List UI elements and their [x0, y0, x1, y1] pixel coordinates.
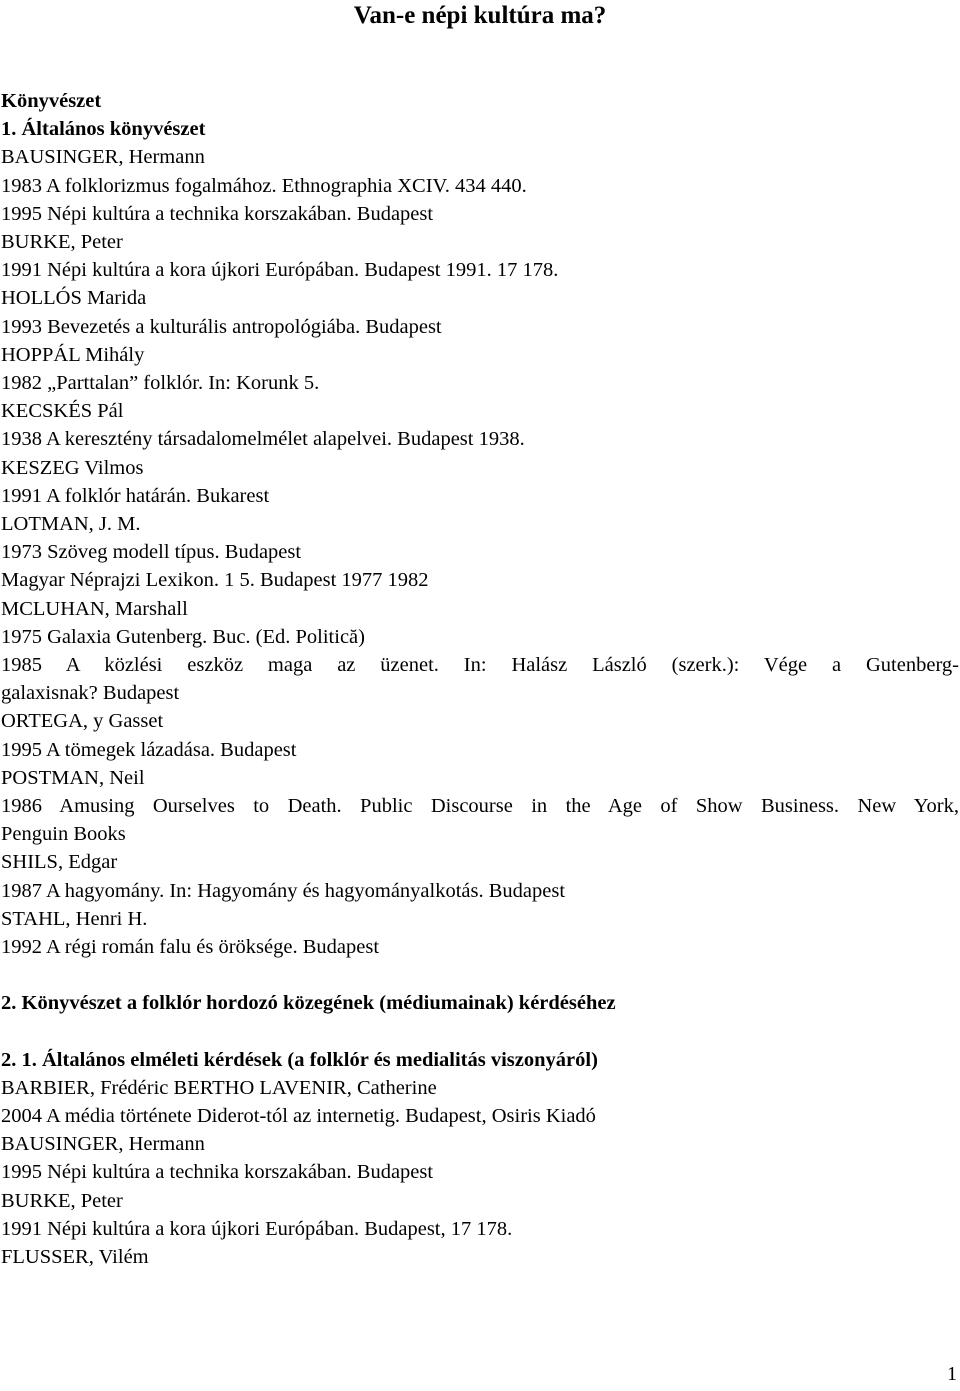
author-line: POSTMAN, Neil	[1, 766, 145, 789]
author-line: FLUSSER, Vilém	[1, 1245, 149, 1268]
author-line: MCLUHAN, Marshall	[1, 597, 188, 620]
page-title: Van-e népi kultúra ma?	[353, 2, 607, 29]
reference-entry: 1995 Népi kultúra a technika korszakában. Budapest	[1, 202, 434, 225]
spacer	[1, 961, 959, 989]
author-line: BAUSINGER, Hermann	[1, 146, 205, 169]
author-line: KESZEG Vilmos	[1, 456, 144, 479]
reference-entry: 1995 Népi kultúra a technika korszakában. Budapest	[1, 1161, 434, 1184]
reference-entry: 1975 Galaxia Gutenberg. Buc. (Ed. Politică)	[1, 625, 365, 648]
author-line: BARBIER, Frédéric BERTHO LAVENIR, Catherine	[1, 1076, 437, 1099]
reference-entry: 2004 A média története Diderot-tól az internetig. Budapest, Osiris Kiadó	[1, 1104, 596, 1127]
reference-entry: 1938 A keresztény társadalomelmélet alapelvei. Budapest 1938.	[1, 428, 525, 451]
author-line: STAHL, Henri H.	[1, 907, 148, 930]
page-number: 1	[947, 1363, 957, 1385]
author-line: LOTMAN, J. M.	[1, 513, 141, 536]
reference-entry: 1993 Bevezetés a kulturális antropológiába. Budapest	[1, 315, 442, 338]
reference-entry: 1995 A tömegek lázadása. Budapest	[1, 738, 297, 761]
reference-entry: 1973 Szöveg modell típus. Budapest	[1, 541, 302, 564]
reference-entry: 1985 A közlési eszköz maga az üzenet. In: Halász László (szerk.): Vége a Gutenberg-	[1, 654, 959, 677]
author-line: ORTEGA, y Gasset	[1, 710, 164, 733]
subsection-heading-1: 1. Általános könyvészet	[1, 118, 206, 141]
bibliography-list-general	[1, 143, 959, 961]
bibliography-list-media	[1, 1074, 959, 1271]
reference-entry: 1986 Amusing Ourselves to Death. Public Discourse in the Age of Show Business. New York,	[1, 795, 959, 818]
author-line: Penguin Books	[1, 823, 126, 846]
reference-entry: 1987 A hagyomány. In: Hagyomány és hagyományalkotás. Budapest	[1, 879, 566, 902]
author-line: HOPPÁL Mihály	[1, 343, 145, 366]
spacer	[1, 1018, 959, 1046]
reference-entry: 1983 A folklorizmus fogalmához. Ethnographia XCIV. 434 440.	[1, 174, 527, 197]
reference-entry: 1991 Népi kultúra a kora újkori Európában. Budapest 1991. 17 178.	[1, 259, 559, 282]
author-line: BURKE, Peter	[1, 231, 123, 254]
section-heading: Könyvészet	[1, 90, 102, 112]
bibliography-content	[1, 87, 959, 1271]
reference-entry: 1991 A folklór határán. Bukarest	[1, 484, 270, 507]
subsection-heading-2: 2. Könyvészet a folklór hordozó közegének (médiumainak) kérdéséhez	[1, 992, 616, 1015]
author-line: galaxisnak? Budapest	[1, 682, 180, 705]
author-line: SHILS, Edgar	[1, 851, 118, 874]
subsection-heading-2-1: 2. 1. Általános elméleti kérdések (a folklór és medialitás viszonyáról)	[1, 1048, 598, 1071]
author-line: BURKE, Peter	[1, 1189, 123, 1212]
reference-entry: 1982 „Parttalan” folklór. In: Korunk 5.	[1, 372, 320, 395]
reference-entry: 1992 A régi román falu és öröksége. Budapest	[1, 936, 380, 959]
author-line: BAUSINGER, Hermann	[1, 1133, 205, 1156]
author-line: Magyar Néprajzi Lexikon. 1 5. Budapest 1977 1982	[1, 569, 429, 592]
author-line: KECSKÉS Pál	[1, 400, 124, 423]
reference-entry: 1991 Népi kultúra a kora újkori Európában. Budapest, 17 178.	[1, 1217, 513, 1240]
author-line: HOLLÓS Marida	[1, 287, 147, 310]
